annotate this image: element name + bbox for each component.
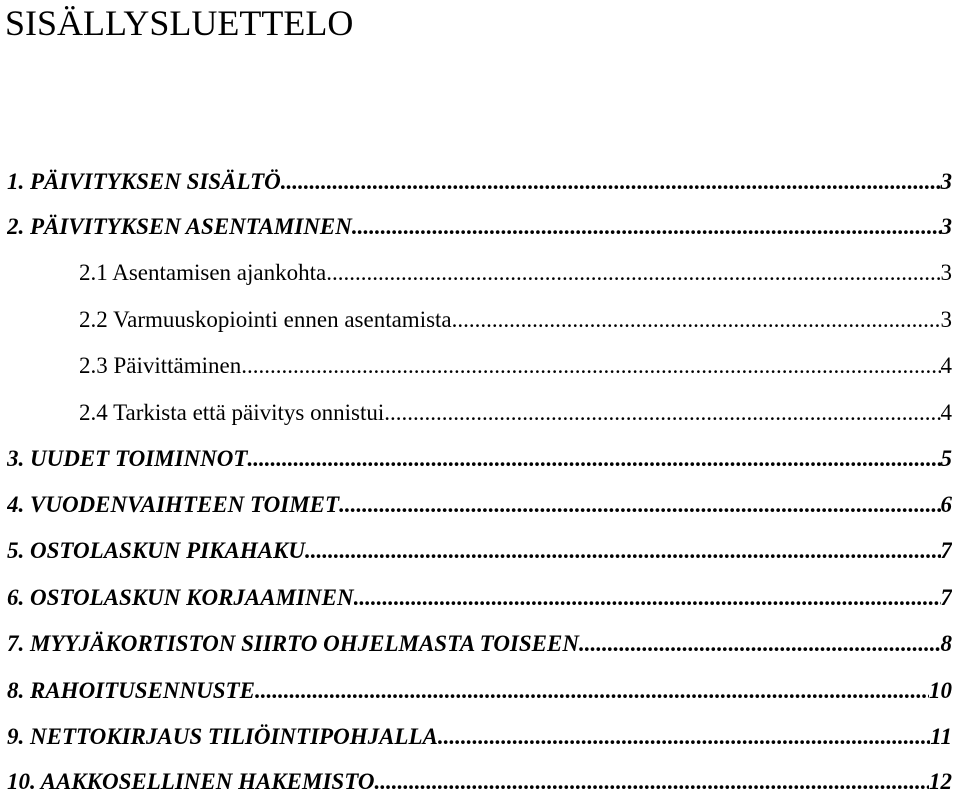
toc-page-number: 3 [940, 307, 952, 332]
toc-entry[interactable] [7, 167, 952, 197]
toc-entry[interactable] [7, 490, 952, 520]
toc-entry[interactable] [7, 767, 952, 797]
toc-entry-title: 10. AAKKOSELLINEN HAKEMISTO [7, 769, 375, 794]
dot-leader [354, 583, 941, 613]
toc-entry-title: 4. VUODENVAIHTEEN TOIMET [7, 492, 340, 517]
toc-entry-title: 5. OSTOLASKUN PIKAHAKU [7, 538, 306, 563]
dot-leader [579, 629, 941, 659]
toc-entry-title: 2.1 Asentamisen ajankohta [79, 260, 327, 285]
toc-entry-title: 3. UUDET TOIMINNOT [7, 446, 248, 471]
toc-page-number: 8 [940, 631, 952, 656]
dot-leader [326, 258, 940, 288]
toc-entry[interactable] [7, 212, 952, 242]
toc-page-number: 7 [940, 585, 952, 610]
toc-page-number: 10 [929, 678, 952, 703]
toc-entry[interactable] [7, 676, 952, 706]
dot-leader [339, 490, 940, 520]
toc-entry[interactable] [79, 258, 952, 288]
toc-entry[interactable] [79, 351, 952, 381]
toc-entry[interactable] [79, 305, 952, 335]
toc-page-number: 7 [940, 538, 952, 563]
dot-leader [255, 676, 929, 706]
toc-entry-title: 6. OSTOLASKUN KORJAAMINEN [7, 585, 354, 610]
toc-entry-title: 2.3 Päivittäminen [79, 353, 242, 378]
toc-page-number: 11 [930, 724, 952, 749]
toc-entry-title: 7. MYYJÄKORTISTON SIIRTO OHJELMASTA TOISEEN [7, 631, 579, 656]
toc-page-number: 4 [940, 400, 952, 425]
toc-page-number: 3 [940, 214, 952, 239]
toc-entry[interactable] [7, 444, 952, 474]
toc-page-number: 4 [940, 353, 952, 378]
dot-leader [452, 305, 941, 335]
dot-leader [374, 767, 929, 797]
dot-leader [241, 351, 940, 381]
toc-page-number: 3 [940, 260, 952, 285]
toc-entry-title: 2.2 Varmuuskopiointi ennen asentamista [79, 307, 452, 332]
toc-entry-title: 2.4 Tarkista että päivitys onnistui [79, 400, 385, 425]
toc-entry-title: 8. RAHOITUSENNUSTE [7, 678, 255, 703]
toc-entry[interactable] [7, 629, 952, 659]
dot-leader [281, 167, 941, 197]
toc-entry[interactable] [79, 398, 952, 428]
dot-leader [352, 212, 941, 242]
toc-page-number: 6 [940, 492, 952, 517]
toc-page-number: 3 [940, 169, 952, 194]
page-title: SISÄLLYSLUETTELO [5, 3, 354, 43]
toc-entry[interactable] [7, 583, 952, 613]
toc-entry-title: 1. PÄIVITYKSEN SISÄLTÖ [7, 169, 281, 194]
dot-leader [384, 398, 940, 428]
toc-entry[interactable] [7, 536, 952, 566]
toc-entry[interactable] [7, 722, 952, 752]
dot-leader [438, 722, 930, 752]
toc-entry-title: 9. NETTOKIRJAUS TILIÖINTIPOHJALLA [7, 724, 438, 749]
dot-leader [247, 444, 940, 474]
toc-page-number: 5 [940, 446, 952, 471]
toc-page-number: 12 [929, 769, 952, 794]
toc-entry-title: 2. PÄIVITYKSEN ASENTAMINEN [7, 214, 352, 239]
dot-leader [305, 536, 940, 566]
